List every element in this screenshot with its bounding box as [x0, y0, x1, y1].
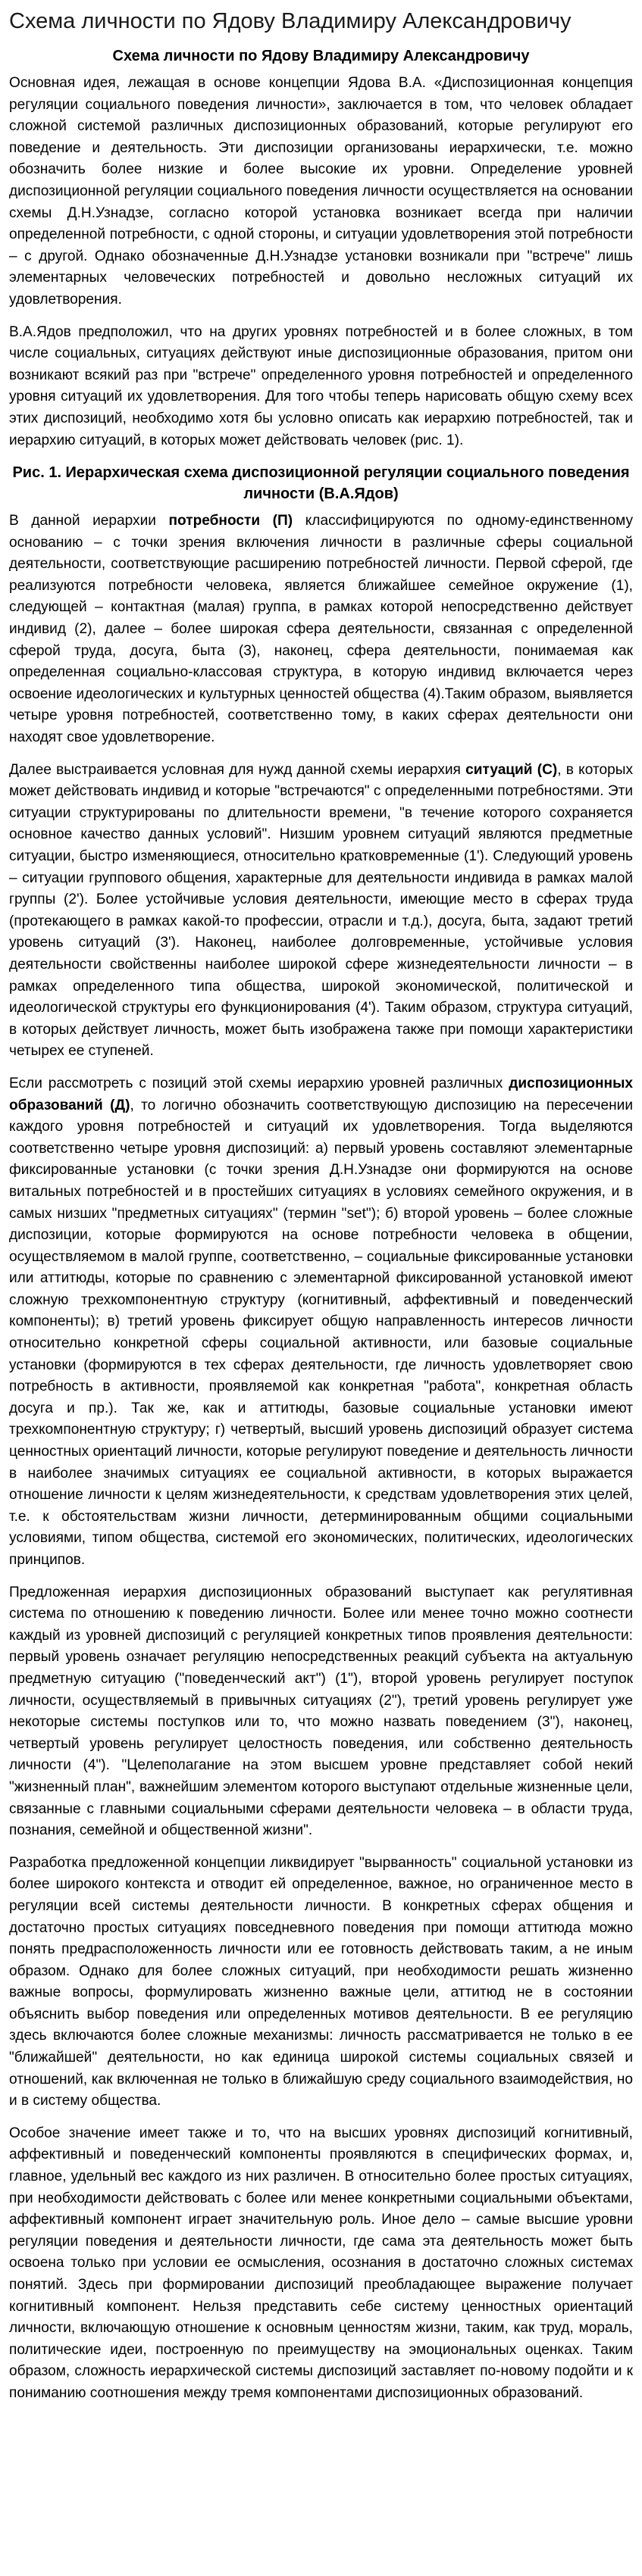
paragraph-concept-development: Разработка предложенной концепции ликвидирует "вырванность" социальной установки из более широкого контекста и отводит ей определенное, важное, но ограниченное место в регуляции всей системы деятельности личности. В конкретных сферах общения и достаточно простых ситуациях повседневного поведения при помощи аттитюда можно понять предрасположенность личности или ее готовность действовать таким, а не иным образом. Однако для более сложных ситуаций, при необходимости решать жизненно важные вопросы, формулировать жизненно важные цели, аттитюд не в состоянии объяснить выбор поведения или определенных мотивов деятельности. В ее регуляцию здесь включаются более сложные механизмы: личность рассматривается не только в ее "ближайшей" деятельности, но как единица широкой системы социальных связей и отношений, как включенная не только в ближайшую среду социального взаимодействия, но и в систему общества.	[9, 1854, 633, 2109]
figure-caption: Рис. 1. Иерархическая схема диспозиционной регуляции социального поведения личности (В.А.Ядов)	[12, 464, 630, 503]
paragraph-needs-lead: В данной иерархии	[9, 513, 169, 529]
term-needs: потребности (П)	[168, 513, 293, 529]
paragraph-dispositions	[9, 1073, 633, 1572]
term-dispositions: диспозиционных образований (Д)	[9, 1075, 633, 1113]
paragraph-intro: Основная идея, лежащая в основе концепции Ядова В.А. «Диспозиционная концепция регуляции социального поведения личности», заключается в том, что человек обладает сложной системой различных диспозиционных образований, которые регулируют его поведение и деятельность. Эти диспозиции организованы иерархически, т.е. можно обозначить более низкие и более высокие их уровни. Определение уровней диспозиционной регуляции социального поведения личности осуществляется на основании схемы Д.Н.Узнадзе, согласно которой установка возникает всегда при наличии определенной потребности, с одной стороны, и ситуации удовлетворения этой потребности – с другой. Однако обозначенные Д.Н.Узнадзе установки возникали при "встрече" лишь элементарных человеческих потребностей и довольно несложных ситуаций их удовлетворения.	[9, 75, 633, 308]
paragraph-situations	[9, 760, 633, 1063]
paragraph-dispositions-body: , то логично обозначить соответствующую диспозицию на пересечении каждого уровня потребностей и ситуаций их удовлетворения. Тогда выделяются соответственно четыре уровня диспозиций: а) первый уровень составляют элементарные фиксированные установки (с точки зрения Д.Н.Узнадзе они формируются на основе витальных потребностей и в простейших ситуациях в условиях семейного окружения, и в самых низших "предметных ситуациях" (термин "set"); б) второй уровень – более сложные диспозиции, которые формируются на основе потребности человека в общении, осуществляемом в малой группе, соответственно, – социальные фиксированные установки или аттитюды, которые по сравнению с элементарной фиксированной установкой имеют сложную трехкомпонентную структуру (когнитивный, аффективный и поведенческий компоненты); в) третий уровень фиксирует общую направленность интересов личности относительно конкретной сферы социальной активности, или базовые социальные установки (формируются в тех сферах деятельности, где личность удовлетворяет свою потребность в активности, проявляемой как конкретная "работа", конкретная область досуга и пр.). Так же, как и аттитюды, базовые социальные установки имеют трехкомпонентную структуру; г) четвертый, высший уровень диспозиций образует система ценностных ориентаций личности, которые регулируют поведение и деятельность личности в наиболее значимых ситуациях ее социальной активности, в которых выражается отношение личности к целям жизнедеятельности, к средствам удовлетворения этих целей, т.е. к обстоятельствам жизни личности, детерминированным общими социальными условиями, типом общества, системой его экономических, политических, идеологических принципов.	[9, 1097, 633, 1568]
term-situations: ситуаций (С)	[465, 761, 558, 778]
paragraph-dispositions-lead: Если рассмотреть с позиций этой схемы иерархию уровней различных	[9, 1075, 509, 1091]
paragraph-needs-body: классифицируются по одному-единственному основанию – с точки зрения включения личности в различные сферы социальной деятельности, соответствующие расширению потребностей личности. Первой сферой, где реализуются потребности человека, является ближайшее семейное окружение (1), следующей – контактная (малая) группа, в рамках которой непосредственно действует индивид (2), далее – более широкая сфера деятельности, связанная с определенной сферой труда, досуга, быта (3), наконец, сфера деятельности, понимаемая как определенная социально-классовая структура, в которую индивид включается через освоение идеологических и культурных ценностей общества (4).Таким образом, выявляется четыре уровня потребностей, соответственно тому, в каких сферах деятельности они находят свое удовлетворение.	[9, 513, 633, 746]
paragraph-needs	[9, 511, 633, 749]
paragraph-situations-body: , в которых может действовать индивид и которые "встречаются" с определенными потребностями. Эти ситуации структурированы по длительности времени, "в течение которого сохраняется основное качество данных условий". Низшим уровнем ситуаций являются предметные ситуации, быстро изменяющиеся, относительно кратковременные (1'). Следующий уровень – ситуации группового общения, характерные для деятельности индивида в рамках малой группы (2'). Более устойчивые условия деятельности, имеющие место в сферах труда (протекающего в рамках какой-то профессии, отрасли и т.д.), досуга, быта, задают третий уровень ситуаций (3'). Наконец, наиболее долговременные, устойчивые условия деятельности свойственны наиболее широкой сфере жизнедеятельности личности – в рамках определенного типа общества, широкой экономической, политической и идеологической структуры его функционирования (4'). Таким образом, структура ситуаций, в которых действует личность, может быть изображена также при помощи характеристики четырех ее ступеней.	[9, 761, 633, 1060]
paragraph-yadov-hypothesis: В.А.Ядов предположил, что на других уровнях потребностей и в более сложных, в том числе социальных, ситуациях действуют иные диспозиционные образования, притом они возникают всякий раз при "встрече" определенного уровня потребностей и определенного уровня ситуаций их удовлетворения. Для того чтобы теперь нарисовать общую схему всех этих диспозиций, необходимо хотя бы условно описать как иерархию потребностей, так и иерархию ситуаций, в которых может действовать человек (рис. 1).	[9, 323, 633, 448]
article-heading: Схема личности по Ядову Владимиру Александровичу	[112, 48, 530, 64]
paragraph-regulation: Предложенная иерархия диспозиционных образований выступает как регулятивная система по отношению к поведению личности. Более или менее точно можно соотнести каждый из уровней диспозиций с регуляцией конкретных типов проявления деятельности: первый уровень означает регуляцию непосредственных реакций субъекта на актуальную предметную ситуацию ("поведенческий акт") (1"), второй уровень регулирует поступок личности, осуществляемый в привычных ситуациях (2"), третий уровень регулирует уже некоторые системы поступков или то, что можно назвать поведением (3"), наконец, четвертый уровень регулирует целостность поведения, или собственно деятельность личности (4"). "Целеполагание на этом высшем уровне представляет собой некий "жизненный план", важнейшим элементом которого выступают отдельные жизненные цели, связанные с главными социальными сферами деятельности человека – в области труда, познания, семейной и общественной жизни".	[9, 1584, 633, 1839]
page-title: Схема личности по Ядову Владимиру Александровичу	[9, 9, 572, 33]
paragraph-components: Особое значение имеет также и то, что на высших уровнях диспозиций когнитивный, аффективный и поведенческий компоненты проявляются в специфических формах, и, главное, удельный вес каждого из них различен. В относительно более простых ситуациях, при необходимости действовать с более или менее конкретными социальными объектами, аффективный компонент играет значительную роль. Иное дело – самые высшие уровни регуляции поведения и деятельности личности, где сама эта деятельность может быть освоена только при условии ее осмысления, осознания в достаточно сложных системах понятий. Здесь при формировании диспозиций преобладающее выражение получает когнитивный компонент. Нельзя представить себе систему ценностных ориентаций личности, включающую отношение к основным ценностям жизни, таким, как труд, мораль, политические идеи, построенную по преимуществу на эмоциональных оценках. Таким образом, сложность иерархической системы диспозиций заставляет по-новому подойти и к пониманию соотношения между тремя компонентами диспозиционных образований.	[9, 2125, 633, 2401]
paragraph-situations-lead: Далее выстраивается условная для нужд данной схемы иерархия	[9, 761, 466, 778]
article	[9, 45, 633, 2405]
